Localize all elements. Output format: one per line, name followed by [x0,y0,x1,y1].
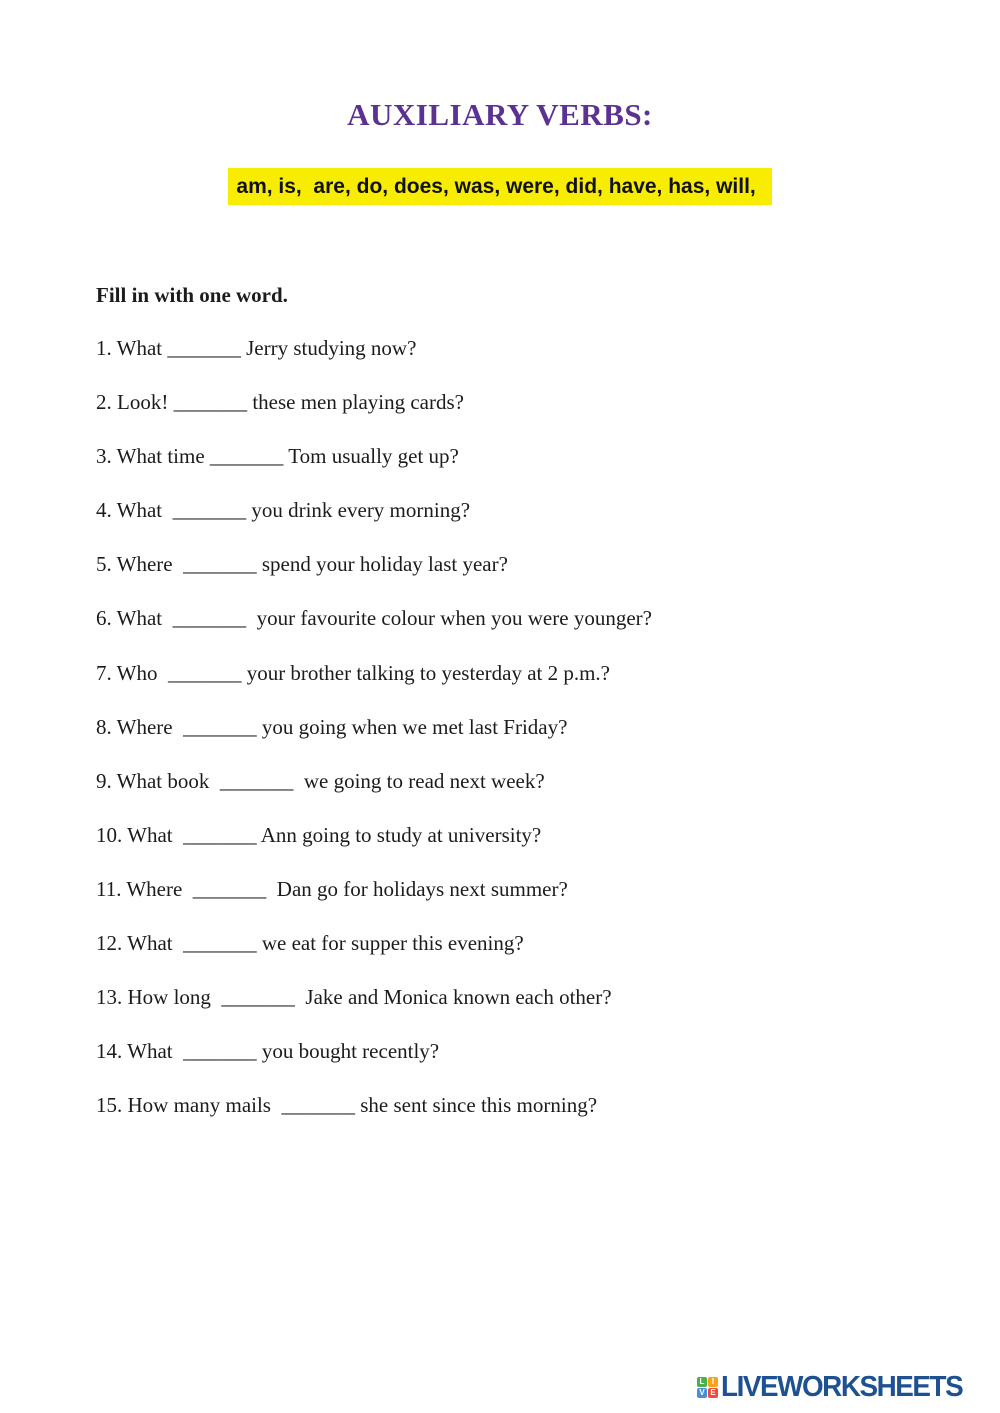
question-item-11[interactable]: 11. Where _______ Dan go for holidays next summer? [96,876,568,901]
question-item-2[interactable]: 2. Look! _______ these men playing cards? [96,390,464,415]
instruction-heading: Fill in with one word. [96,283,288,307]
logo-square-e: E [708,1388,718,1398]
liveworksheets-logo[interactable] [697,1372,972,1402]
question-item-14[interactable]: 14. What _______ you bought recently? [96,1039,440,1064]
question-item-8[interactable]: 8. Where _______ you going when we met last Friday? [96,714,568,739]
verbs-row [0,168,1000,205]
liveworksheets-logo-icon [697,1377,718,1398]
logo-square-l: L [697,1377,707,1387]
logo-square-i: I [708,1377,718,1387]
question-item-7[interactable]: 7. Who _______ your brother talking to yesterday at 2 p.m.? [96,660,611,685]
question-list [96,321,960,1132]
question-item-10[interactable]: 10. What _______ Ann going to study at university? [96,822,542,847]
question-item-13[interactable]: 13. How long _______ Jake and Monica known each other? [96,985,612,1010]
question-item-4[interactable]: 4. What _______ you drink every morning? [96,498,471,523]
question-item-5[interactable]: 5. Where _______ spend your holiday last year? [96,552,508,577]
highlighted-verb-list: am, is, are, do, does, was, were, did, have, has, will, [228,168,771,205]
liveworksheets-wordmark: LIVEWORKSHEETS [721,1370,963,1403]
question-item-9[interactable]: 9. What book _______ we going to read next week? [96,768,545,793]
logo-square-v: V [697,1388,707,1398]
question-item-3[interactable]: 3. What time _______ Tom usually get up? [96,444,459,469]
question-item-12[interactable]: 12. What _______ we eat for supper this evening? [96,931,524,956]
question-item-15[interactable]: 15. How many mails _______ she sent since this morning? [96,1093,598,1118]
page-title: AUXILIARY VERBS: [347,97,653,132]
question-item-1[interactable]: 1. What _______ Jerry studying now? [96,336,417,360]
question-item-6[interactable]: 6. What _______ your favourite colour when you were younger? [96,606,652,631]
